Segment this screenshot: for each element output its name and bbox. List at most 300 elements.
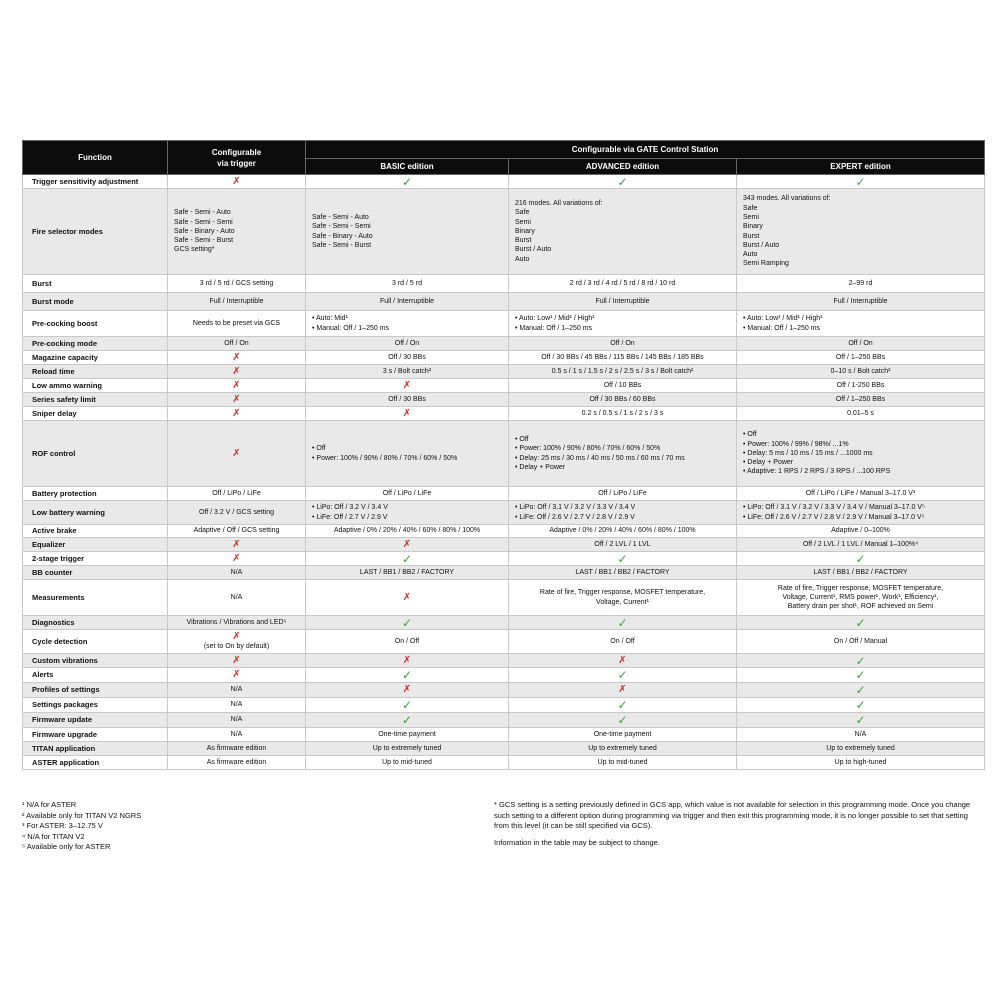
function-name: Series safety limit bbox=[23, 393, 168, 407]
basic-cell bbox=[306, 728, 509, 742]
cell-text: Off / 3.2 V / GCS setting bbox=[199, 508, 274, 516]
expert-cell bbox=[737, 421, 985, 487]
table-row bbox=[23, 293, 985, 311]
function-name: Custom vibrations bbox=[23, 654, 168, 668]
cell-text: LAST / BB1 / BB2 / FACTORY bbox=[359, 568, 455, 576]
advanced-cell bbox=[509, 742, 737, 756]
check-icon: ✓ bbox=[617, 668, 628, 682]
trigger-header-line2: via trigger bbox=[217, 158, 256, 168]
basic-cell bbox=[306, 487, 509, 501]
check-icon: ✓ bbox=[855, 653, 866, 668]
cell-text: • LiFe: Off / 2.7 V / 2.9 V bbox=[312, 513, 388, 521]
table-row bbox=[23, 393, 985, 407]
cell-text: 0.2 s / 0.5 s / 1 s / 2 s / 3 s bbox=[581, 409, 664, 417]
cell-text: Rate of fire, Trigger response, MOSFET temperature, bbox=[777, 584, 944, 592]
check-icon: ✓ bbox=[617, 174, 628, 189]
cell-text: Burst / Auto bbox=[515, 246, 552, 254]
basic-cell bbox=[306, 525, 509, 538]
cross-icon: ✗ bbox=[232, 669, 241, 680]
advanced-cell bbox=[509, 580, 737, 616]
cell-text: Off / 30 BBs / 45 BBs / 115 BBs / 145 BBs / 185 BBs bbox=[541, 353, 704, 361]
function-name: Burst bbox=[23, 275, 168, 293]
table-row bbox=[23, 275, 985, 293]
function-name: Burst mode bbox=[23, 293, 168, 311]
cell-text: Safe - Binary - Auto bbox=[174, 227, 235, 235]
expert-cell bbox=[737, 683, 985, 698]
advanced-cell bbox=[509, 407, 737, 421]
expert-cell bbox=[737, 713, 985, 728]
basic-cell bbox=[306, 501, 509, 525]
expert-cell bbox=[737, 525, 985, 538]
check-icon: ✓ bbox=[617, 713, 628, 727]
cell-text: Burst bbox=[515, 237, 532, 245]
function-name: Trigger sensitivity adjustment bbox=[23, 175, 168, 189]
comparison-table-container bbox=[22, 140, 984, 770]
cell-text: N/A bbox=[230, 716, 243, 724]
trigger-cell bbox=[168, 616, 306, 630]
cell-text: Off / 2 LVL / 1 LVL / Manual 1–100%⁴ bbox=[802, 540, 919, 548]
trigger-cell bbox=[168, 728, 306, 742]
trigger-cell bbox=[168, 654, 306, 668]
basic-cell bbox=[306, 175, 509, 189]
cross-icon: ✗ bbox=[232, 175, 241, 187]
cell-text: Adaptive / 0% / 20% / 40% / 60% / 80% / 100% bbox=[333, 527, 481, 535]
advanced-cell bbox=[509, 713, 737, 728]
cell-text: Vibrations / Vibrations and LED⁵ bbox=[186, 618, 287, 626]
advanced-cell bbox=[509, 189, 737, 275]
basic-cell bbox=[306, 552, 509, 566]
notes bbox=[494, 800, 984, 854]
expert-cell bbox=[737, 742, 985, 756]
function-name: Firmware update bbox=[23, 713, 168, 728]
cell-text: • Delay: 25 ms / 30 ms / 40 ms / 50 ms / 60 ms / 70 ms bbox=[515, 454, 685, 462]
trigger-cell bbox=[168, 683, 306, 698]
function-name: TITAN application bbox=[23, 742, 168, 756]
advanced-cell bbox=[509, 630, 737, 654]
cell-text: As firmware edition bbox=[206, 744, 267, 752]
cell-text: N/A bbox=[854, 730, 867, 738]
advanced-cell bbox=[509, 275, 737, 293]
function-name: Cycle detection bbox=[23, 630, 168, 654]
expert-cell bbox=[737, 501, 985, 525]
expert-cell bbox=[737, 379, 985, 393]
trigger-cell bbox=[168, 713, 306, 728]
function-name: Alerts bbox=[23, 668, 168, 683]
cell-text: Full / Interruptible bbox=[209, 297, 264, 305]
table-row bbox=[23, 311, 985, 337]
cell-text: N/A bbox=[230, 730, 243, 738]
cross-icon: ✗ bbox=[402, 407, 412, 419]
basic-cell bbox=[306, 189, 509, 275]
table-row bbox=[23, 616, 985, 630]
basic-cell bbox=[306, 616, 509, 630]
cell-text: • Auto: Low¹ / Mid¹ / High¹ bbox=[743, 315, 823, 323]
advanced-cell bbox=[509, 293, 737, 311]
basic-cell bbox=[306, 713, 509, 728]
advanced-cell bbox=[509, 668, 737, 683]
cell-text: 0–10 s / Bolt catch² bbox=[830, 367, 891, 375]
cell-text: • Delay + Power bbox=[743, 459, 794, 467]
trigger-cell bbox=[168, 742, 306, 756]
cell-text: As firmware edition bbox=[206, 758, 267, 766]
basic-header: BASIC edition bbox=[306, 159, 509, 175]
footnote: ³ For ASTER: 3–12.75 V bbox=[22, 821, 103, 830]
advanced-cell bbox=[509, 616, 737, 630]
cell-text: • Manual: Off / 1–250 ms bbox=[515, 324, 593, 332]
trigger-cell bbox=[168, 487, 306, 501]
cell-text: Off / LiPo / LiFe / Manual 3–17.0 V³ bbox=[805, 489, 916, 497]
cell-text: Full / Interruptible bbox=[379, 297, 435, 305]
basic-cell bbox=[306, 351, 509, 365]
trigger-cell bbox=[168, 525, 306, 538]
cell-text: Auto bbox=[515, 255, 530, 263]
cross-icon: ✗ bbox=[402, 538, 412, 550]
trigger-cell bbox=[168, 580, 306, 616]
cell-text: Semi bbox=[743, 213, 759, 221]
cell-text: N/A bbox=[230, 593, 243, 601]
expert-cell bbox=[737, 189, 985, 275]
advanced-cell bbox=[509, 698, 737, 713]
basic-cell bbox=[306, 293, 509, 311]
footnote: ⁵ Available only for ASTER bbox=[22, 842, 111, 851]
basic-cell bbox=[306, 566, 509, 580]
footnote: ⁴ N/A for TITAN V2 bbox=[22, 831, 85, 841]
cell-text: • Auto: Low¹ / Mid¹ / High¹ bbox=[515, 315, 595, 323]
cell-text: One-time payment bbox=[593, 730, 652, 738]
trigger-cell bbox=[168, 421, 306, 487]
expert-cell bbox=[737, 566, 985, 580]
basic-cell bbox=[306, 756, 509, 770]
footnotes bbox=[22, 800, 322, 853]
trigger-cell bbox=[168, 668, 306, 683]
trigger-cell bbox=[168, 175, 306, 189]
check-icon: ✓ bbox=[617, 615, 628, 630]
table-row bbox=[23, 552, 985, 566]
cross-icon: ✗ bbox=[402, 654, 412, 666]
advanced-cell bbox=[509, 337, 737, 351]
cell-text: Safe - Semi - Auto bbox=[174, 209, 231, 217]
expert-cell bbox=[737, 698, 985, 713]
expert-cell bbox=[737, 293, 985, 311]
cell-text: Off / LiPo / LiFe bbox=[212, 489, 261, 497]
cell-text: • Auto: Mid¹ bbox=[312, 315, 348, 323]
table-row bbox=[23, 538, 985, 552]
table-row bbox=[23, 175, 985, 189]
cell-text: Voltage, Current¹ bbox=[596, 598, 649, 606]
check-icon: ✓ bbox=[617, 551, 628, 566]
cell-text: Semi bbox=[515, 218, 531, 226]
function-name: Pre-cocking mode bbox=[23, 337, 168, 351]
table-row bbox=[23, 698, 985, 713]
check-icon: ✓ bbox=[401, 713, 413, 727]
cross-icon: ✗ bbox=[232, 447, 241, 459]
expert-cell bbox=[737, 552, 985, 566]
expert-header: EXPERT edition bbox=[737, 159, 985, 175]
cell-text: • LiPo: Off / 3.1 V / 3.2 V / 3.3 V / 3.4 V / Manual 3–17.0 V⁵ bbox=[743, 504, 925, 512]
cell-text: Off / On bbox=[394, 339, 420, 347]
table-row bbox=[23, 379, 985, 393]
advanced-cell bbox=[509, 311, 737, 337]
advanced-cell bbox=[509, 421, 737, 487]
cell-text: Needs to be preset via GCS bbox=[192, 319, 281, 327]
check-icon: ✓ bbox=[401, 698, 413, 712]
table-row bbox=[23, 351, 985, 365]
cell-text: Adaptive / Off / GCS setting bbox=[193, 527, 280, 535]
note-paragraph: Information in the table may be subject to change. bbox=[494, 837, 660, 847]
note-paragraph: * GCS setting is a setting previously defined in GCS app, which value is not available for selection in this programming mode. Once you change such setting to a different option during programming via trigger and then exit this programming mode, it is no longer possible to set that setting from this level (it can be still specified via GCS). bbox=[494, 800, 971, 830]
trigger-cell bbox=[168, 379, 306, 393]
function-name: 2-stage trigger bbox=[23, 552, 168, 566]
cell-text: • Delay + Power bbox=[515, 463, 566, 471]
cell-text: N/A bbox=[230, 701, 243, 709]
check-icon: ✓ bbox=[855, 713, 866, 727]
check-icon: ✓ bbox=[855, 615, 866, 630]
cell-text: Off / On bbox=[610, 339, 635, 347]
expert-cell bbox=[737, 365, 985, 379]
basic-cell bbox=[306, 365, 509, 379]
cell-text: Off / On bbox=[848, 339, 873, 347]
cell-text: On / Off bbox=[394, 637, 420, 645]
check-icon: ✓ bbox=[401, 551, 413, 566]
expert-cell bbox=[737, 407, 985, 421]
basic-cell bbox=[306, 538, 509, 552]
basic-cell bbox=[306, 698, 509, 713]
cell-text: Off / 30 BBs bbox=[388, 353, 426, 361]
expert-cell bbox=[737, 728, 985, 742]
table-row bbox=[23, 630, 985, 654]
function-name: Measurements bbox=[23, 580, 168, 616]
cell-text: • Delay: 5 ms / 10 ms / 15 ms / ...1000 ms bbox=[743, 449, 873, 457]
cell-text: (set to On by default) bbox=[203, 642, 270, 650]
trigger-cell bbox=[168, 501, 306, 525]
advanced-cell bbox=[509, 351, 737, 365]
cross-icon: ✗ bbox=[232, 407, 241, 419]
function-name: Diagnostics bbox=[23, 616, 168, 630]
cell-text: 3 s / Bolt catch² bbox=[382, 367, 432, 375]
cell-text: One-time payment bbox=[378, 730, 436, 738]
function-name: Active brake bbox=[23, 525, 168, 538]
trigger-cell bbox=[168, 189, 306, 275]
basic-cell bbox=[306, 668, 509, 683]
advanced-cell bbox=[509, 756, 737, 770]
cross-icon: ✗ bbox=[232, 351, 241, 363]
table-row bbox=[23, 728, 985, 742]
expert-cell bbox=[737, 654, 985, 668]
table-row bbox=[23, 525, 985, 538]
function-name: Sniper delay bbox=[23, 407, 168, 421]
function-name: Low battery warning bbox=[23, 501, 168, 525]
trigger-cell bbox=[168, 351, 306, 365]
table-row bbox=[23, 756, 985, 770]
basic-cell bbox=[306, 742, 509, 756]
cell-text: Safe - Binary - Auto bbox=[312, 232, 373, 240]
cell-text: 2–99 rd bbox=[848, 279, 873, 287]
function-name: Pre-cocking boost bbox=[23, 311, 168, 337]
cross-icon: ✗ bbox=[402, 379, 412, 391]
expert-cell bbox=[737, 275, 985, 293]
cell-text: Auto bbox=[743, 251, 758, 259]
comparison-table bbox=[22, 140, 985, 770]
function-name: Fire selector modes bbox=[23, 189, 168, 275]
function-name: Battery protection bbox=[23, 487, 168, 501]
cell-text: • Off bbox=[743, 431, 757, 439]
cross-icon: ✗ bbox=[232, 654, 241, 666]
cross-icon: ✗ bbox=[618, 654, 627, 666]
cell-text: • LiPo: Off / 3.2 V / 3.4 V bbox=[312, 504, 388, 512]
expert-cell bbox=[737, 311, 985, 337]
cross-icon: ✗ bbox=[232, 393, 241, 405]
cell-text: Off / LiPo / LiFe bbox=[382, 489, 432, 497]
cross-icon: ✗ bbox=[232, 552, 241, 564]
advanced-cell bbox=[509, 525, 737, 538]
trigger-cell bbox=[168, 538, 306, 552]
table-row bbox=[23, 683, 985, 698]
basic-cell bbox=[306, 393, 509, 407]
cell-text: • Power: 100% / 90% / 80% / 70% / 60% / 50% bbox=[312, 454, 458, 462]
basic-cell bbox=[306, 421, 509, 487]
cross-icon: ✗ bbox=[232, 379, 241, 391]
gcs-header: Configurable via GATE Control Station bbox=[306, 141, 985, 159]
cell-text: Safe bbox=[743, 204, 758, 212]
expert-cell bbox=[737, 580, 985, 616]
cell-text: • LiPo: Off / 3.1 V / 3.2 V / 3.3 V / 3.4 V bbox=[515, 504, 636, 512]
advanced-cell bbox=[509, 487, 737, 501]
check-icon: ✓ bbox=[617, 698, 628, 712]
cell-text: N/A bbox=[230, 686, 243, 694]
cell-text: Off / 1–250 BBs bbox=[835, 395, 886, 403]
function-name: Reload time bbox=[23, 365, 168, 379]
cell-text: • Power: 100% / 99% / 98%/ ...1% bbox=[743, 440, 849, 448]
check-icon: ✓ bbox=[855, 174, 866, 189]
advanced-cell bbox=[509, 501, 737, 525]
cell-text: 0.5 s / 1 s / 1.5 s / 2 s / 2.5 s / 3 s / Bolt catch² bbox=[551, 367, 694, 375]
advanced-cell bbox=[509, 393, 737, 407]
basic-cell bbox=[306, 630, 509, 654]
table-row bbox=[23, 580, 985, 616]
function-name: Firmware upgrade bbox=[23, 728, 168, 742]
footnote: ² Available only for TITAN V2 NGRS bbox=[22, 810, 142, 820]
cell-text: Off / 10 BBs bbox=[603, 381, 642, 389]
advanced-cell bbox=[509, 654, 737, 668]
trigger-cell bbox=[168, 630, 306, 654]
cell-text: Up to high-tuned bbox=[834, 758, 887, 766]
expert-cell bbox=[737, 351, 985, 365]
function-name: Profiles of settings bbox=[23, 683, 168, 698]
function-name: Equalizer bbox=[23, 538, 168, 552]
cell-text: Rate of fire, Trigger response, MOSFET temperature, bbox=[539, 589, 706, 597]
cell-text: Safe - Semi - Burst bbox=[174, 237, 234, 245]
cell-text: Up to extremely tuned bbox=[826, 744, 895, 752]
table-row bbox=[23, 713, 985, 728]
cross-icon: ✗ bbox=[402, 591, 412, 603]
advanced-cell bbox=[509, 365, 737, 379]
table-row bbox=[23, 421, 985, 487]
cell-text: • LiFe: Off / 2.6 V / 2.7 V / 2.8 V / 2.9 V bbox=[515, 513, 635, 521]
cell-text: Up to extremely tuned bbox=[588, 744, 657, 752]
table-row bbox=[23, 668, 985, 683]
cell-text: Off / 30 BBs bbox=[388, 395, 426, 403]
trigger-cell bbox=[168, 293, 306, 311]
cell-text: Up to extremely tuned bbox=[372, 744, 442, 752]
function-name: ROF control bbox=[23, 421, 168, 487]
cell-text: 0.01–5 s bbox=[847, 409, 874, 417]
check-icon: ✓ bbox=[855, 668, 866, 682]
advanced-cell bbox=[509, 728, 737, 742]
expert-cell bbox=[737, 668, 985, 683]
cell-text: Battery drain per shot¹, ROF achieved on Semi bbox=[787, 603, 934, 611]
trigger-cell bbox=[168, 275, 306, 293]
trigger-cell bbox=[168, 566, 306, 580]
cell-text: Off / 2 LVL / 1 LVL bbox=[594, 540, 651, 548]
cell-text: LAST / BB1 / BB2 / FACTORY bbox=[575, 568, 670, 576]
table-row bbox=[23, 365, 985, 379]
cell-text: • Power: 100% / 90% / 80% / 70% / 60% / 50% bbox=[515, 445, 661, 453]
function-name: Low ammo warning bbox=[23, 379, 168, 393]
cell-text: • Off bbox=[515, 435, 529, 443]
basic-cell bbox=[306, 580, 509, 616]
basic-cell bbox=[306, 337, 509, 351]
advanced-cell bbox=[509, 566, 737, 580]
cell-text: Off / 1–250 BBs bbox=[835, 353, 886, 361]
table-row bbox=[23, 337, 985, 351]
cross-icon: ✗ bbox=[618, 684, 627, 695]
expert-cell bbox=[737, 538, 985, 552]
cell-text: N/A bbox=[230, 568, 243, 576]
cell-text: Off / 1-250 BBs bbox=[836, 381, 885, 389]
expert-cell bbox=[737, 337, 985, 351]
cell-text: Burst bbox=[743, 232, 760, 240]
cell-text: GCS setting* bbox=[174, 246, 215, 254]
cell-text: Safe - Semi - Auto bbox=[312, 213, 369, 221]
cell-text: 343 modes. All variations of: bbox=[743, 195, 831, 203]
advanced-cell bbox=[509, 538, 737, 552]
cell-text: Up to mid-tuned bbox=[382, 758, 432, 766]
footnote: ¹ N/A for ASTER bbox=[22, 800, 77, 809]
cell-text: On / Off bbox=[610, 637, 635, 645]
cell-text: Safe - Semi - Semi bbox=[174, 218, 233, 226]
cross-icon: ✗ bbox=[402, 684, 412, 695]
cell-text: 3 rd / 5 rd / GCS setting bbox=[199, 279, 274, 287]
table-row bbox=[23, 654, 985, 668]
expert-cell bbox=[737, 487, 985, 501]
cell-text: Up to mid-tuned bbox=[597, 758, 648, 766]
function-name: ASTER application bbox=[23, 756, 168, 770]
cell-text: Voltage, Current¹, RMS power¹, Work¹, Efficiency¹, bbox=[782, 593, 939, 601]
cell-text: 3 rd / 5 rd bbox=[392, 279, 422, 287]
cell-text: Safe - Semi - Burst bbox=[312, 241, 372, 249]
cell-text: • Adaptive: 1 RPS / 2 RPS / 3 RPS / ...100 RPS bbox=[743, 468, 891, 476]
advanced-cell bbox=[509, 379, 737, 393]
cross-icon: ✗ bbox=[232, 630, 241, 642]
check-icon: ✓ bbox=[401, 615, 413, 630]
trigger-cell bbox=[168, 337, 306, 351]
cell-text: On / Off / Manual bbox=[833, 637, 888, 645]
table-row bbox=[23, 487, 985, 501]
table-row bbox=[23, 742, 985, 756]
cell-text: Binary bbox=[515, 227, 535, 235]
advanced-cell bbox=[509, 552, 737, 566]
cell-text: Binary bbox=[743, 223, 763, 231]
cell-text: Full / Interruptible bbox=[833, 297, 888, 305]
cell-text: • Manual: Off / 1–250 ms bbox=[743, 324, 821, 332]
cross-icon: ✗ bbox=[232, 365, 241, 377]
cell-text: Off / 30 BBs / 60 BBs bbox=[589, 395, 656, 403]
function-name: Settings packages bbox=[23, 698, 168, 713]
function-name: Magazine capacity bbox=[23, 351, 168, 365]
cell-text: • LiFe: Off / 2.6 V / 2.7 V / 2.8 V / 2.9 V / Manual 3–17.0 V⁵ bbox=[743, 513, 925, 521]
expert-cell bbox=[737, 393, 985, 407]
advanced-header: ADVANCED edition bbox=[509, 159, 737, 175]
